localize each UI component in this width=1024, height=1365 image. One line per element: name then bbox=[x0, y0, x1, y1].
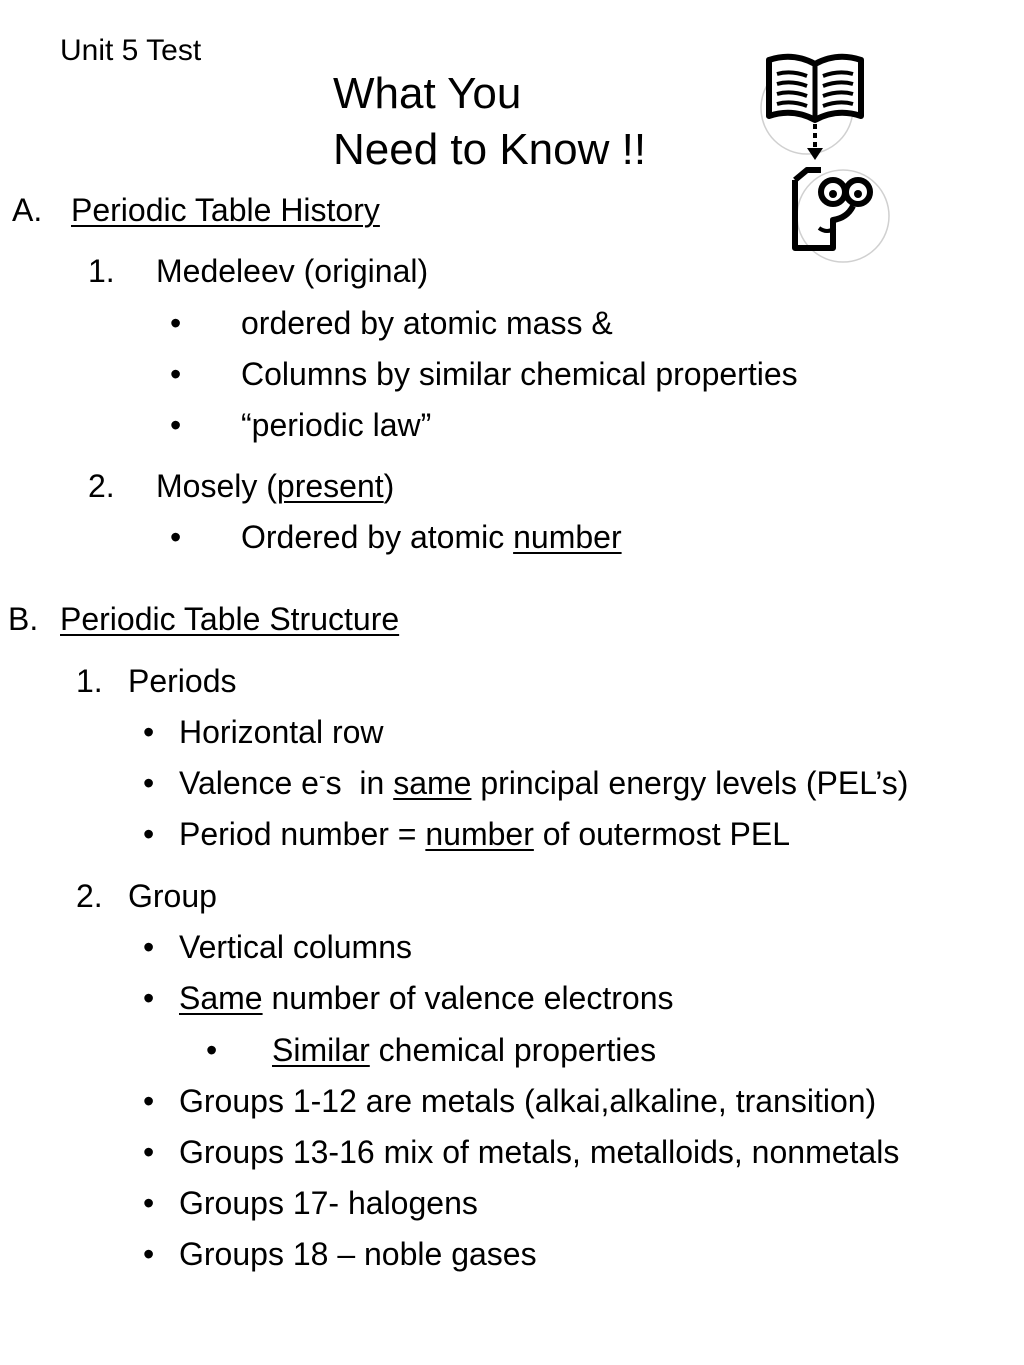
unit-label: Unit 5 Test bbox=[60, 34, 202, 67]
list-item: Valence e-s in same principal energy levels (PEL’s) bbox=[179, 765, 909, 801]
open-book-icon bbox=[761, 57, 861, 154]
bullet-glyph: • bbox=[143, 1185, 155, 1221]
section-a-item2-number: 2. bbox=[88, 468, 115, 504]
list-item: Period number = number of outermost PEL bbox=[179, 816, 790, 852]
list-item: Columns by similar chemical properties bbox=[241, 356, 798, 392]
bullet-glyph: • bbox=[143, 1083, 155, 1119]
bullet-glyph: • bbox=[206, 1032, 218, 1068]
section-a-item1-number: 1. bbox=[88, 253, 115, 289]
bullet-glyph: • bbox=[170, 407, 182, 443]
bullet-glyph: • bbox=[170, 305, 182, 341]
list-item: Ordered by atomic number bbox=[241, 519, 622, 555]
list-item: Groups 18 – noble gases bbox=[179, 1236, 537, 1272]
section-b-marker: B. bbox=[8, 601, 39, 637]
bullet-glyph: • bbox=[143, 980, 155, 1016]
section-a-marker: A. bbox=[12, 192, 43, 228]
section-b-item1-title: Periods bbox=[128, 663, 237, 699]
section-b-item2-number: 2. bbox=[76, 878, 103, 914]
bullet-glyph: • bbox=[170, 519, 182, 555]
bullet-glyph: • bbox=[143, 714, 155, 750]
page-title-line2: Need to Know !! bbox=[333, 125, 647, 174]
section-b-item1-number: 1. bbox=[76, 663, 103, 699]
list-item: ordered by atomic mass & bbox=[241, 305, 613, 341]
sub-list-item: Similar chemical properties bbox=[272, 1032, 657, 1068]
section-a-item1-title: Medeleev (original) bbox=[156, 253, 429, 289]
page-title-line1: What You bbox=[333, 69, 522, 118]
list-item: “periodic law” bbox=[241, 407, 432, 443]
list-item: Groups 17- halogens bbox=[179, 1185, 478, 1221]
bullet-glyph: • bbox=[143, 1134, 155, 1170]
study-clipart bbox=[755, 50, 900, 270]
bullet-glyph: • bbox=[143, 816, 155, 852]
list-item: Same number of valence electrons bbox=[179, 980, 674, 1016]
section-a-item2-title: Mosely (present) bbox=[156, 468, 395, 504]
list-item: Horizontal row bbox=[179, 714, 384, 750]
bullet-glyph: • bbox=[143, 929, 155, 965]
bullet-glyph: • bbox=[143, 765, 155, 801]
bullet-glyph: • bbox=[170, 356, 182, 392]
thinking-face-icon bbox=[795, 170, 889, 262]
list-item: Groups 13-16 mix of metals, metalloids, nonmetals bbox=[179, 1134, 900, 1170]
section-a-heading: Periodic Table History bbox=[71, 192, 380, 228]
list-item: Groups 1-12 are metals (alkai,alkaline, transition) bbox=[179, 1083, 877, 1119]
section-b-heading: Periodic Table Structure bbox=[60, 601, 400, 637]
list-item: Vertical columns bbox=[179, 929, 412, 965]
bullet-glyph: • bbox=[143, 1236, 155, 1272]
section-b-item2-title: Group bbox=[128, 878, 217, 914]
